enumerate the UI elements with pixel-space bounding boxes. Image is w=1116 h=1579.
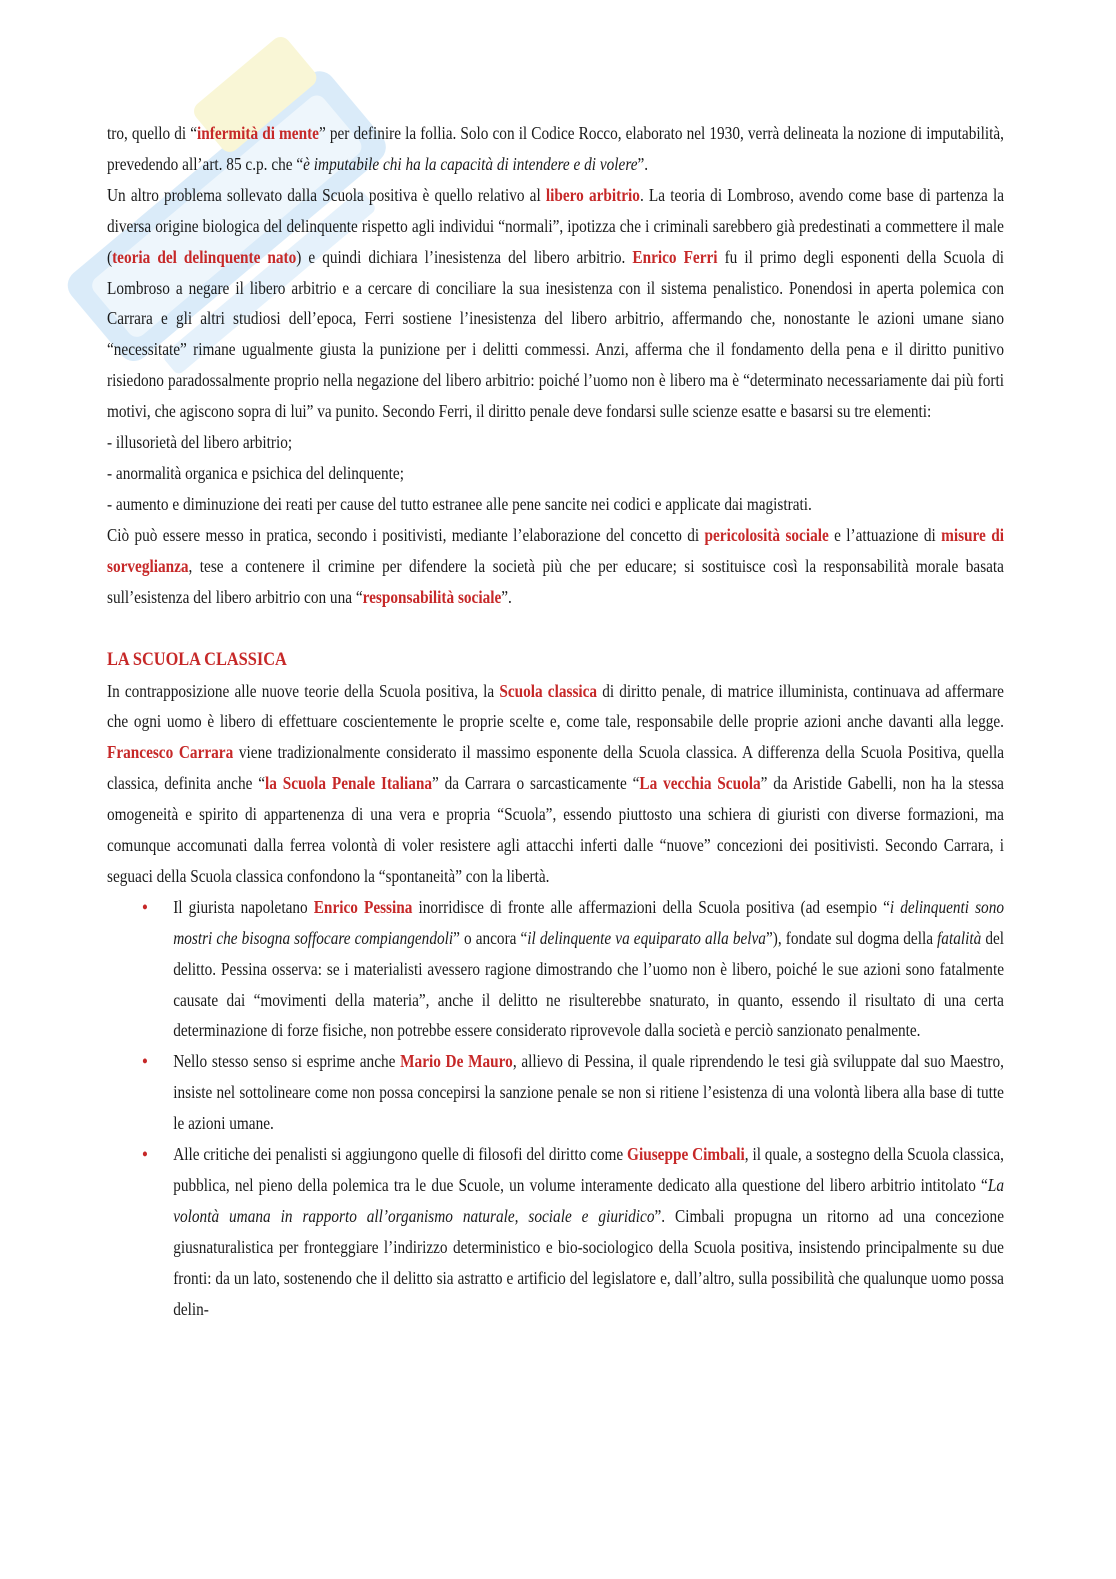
paragraph-libero-arbitrio: Un altro problema sollevato dalla Scuola positiva è quello relativo al libero arbitrio. La teoria di Lombroso, avendo come base di partenza la diversa origine biologica del delinquente rispetto agli individui “normali”, ipotizza che i criminali sarebbero già predestinati a commettere il male (teoria del delinquente nato) e quindi dichiara l’inesistenza del libero arbitrio. Enrico Ferri fu il primo degli esponenti della Scuola di Lombroso a negare il libero arbitrio e a cercare di conciliare la sua inesistenza con il sistema penalistico. Ponendosi in aperta polemica con Carrara e gli altri studiosi dell’epoca, Ferri sostiene l’inesistenza del libero arbitrio, affermando che, nonostante le azioni umane siano “necessitate” rimane ugualmente giusta la punizione per i delitti commessi. Anzi, afferma che il fondamento della pena e il diritto punitivo risiedono paradossalmente proprio nella negazione del libero arbitrio: poiché l’uomo non è libero ma è “determinato necessariamente dai più forti motivi, che agiscono sopra di lui” va punito. Secondo Ferri, il diritto penale deve fondarsi sulle scienze esatte e basarsi su tre elementi:: [107, 184, 1004, 422]
keyword-francesco-carrara: Francesco Carrara: [107, 742, 234, 763]
keyword-giuseppe-cimbali: Giuseppe Cimbali: [627, 1144, 745, 1165]
list-item-anormalita: - anormalità organica e psichica del delinquente;: [107, 462, 404, 483]
keyword-teoria-delinquente-nato: teoria del delinquente nato: [112, 246, 297, 267]
section-heading-scuola-classica: LA SCUOLA CLASSICA: [107, 648, 287, 670]
bullet-icon: •: [142, 896, 148, 917]
quote-imputabile: è imputabile chi ha la capacità di intendere e di volere: [303, 153, 638, 174]
document-body: [107, 118, 1004, 1325]
list-item-illusorieta: - illusorietà del libero arbitrio;: [107, 432, 293, 453]
bullet-item-de-mauro: • Nello stesso senso si esprime anche Mario De Mauro, allievo di Pessina, il quale riprendendo le tesi già sviluppate dal suo Maestro, insiste nel sottolineare come non possa concepirsi la sanzione penale se non si ritiene l’esistenza di una volontà libera alla base di tutte le azioni umane.: [173, 1046, 1004, 1139]
paragraph-pericolosita-sociale: Ciò può essere messo in pratica, secondo i positivisti, mediante l’elaborazione del concetto di pericolosità sociale e l’attuazione di misure di sorveglianza, tese a contenere il crimine per difendere la società più che per educare; si sostituisce così la responsabilità morale basata sull’esistenza del libero arbitrio con una “responsabilità sociale”.: [107, 524, 1004, 607]
list-item-aumento-reati: - aumento e diminuzione dei reati per cause del tutto estranee alle pene sancite nei codici e applicate dai magistrati.: [107, 493, 812, 514]
keyword-scuola-classica: Scuola classica: [499, 680, 598, 701]
keyword-libero-arbitrio: libero arbitrio: [545, 184, 640, 205]
keyword-pericolosita-sociale: pericolosità sociale: [704, 524, 829, 545]
bullet-item-pessina: • Il giurista napoletano Enrico Pessina inorridisce di fronte alle affermazioni della Scuola positiva (ad esempio “i delinquenti sono mostri che bisogna soffocare compiangendoli” o ancora “il delinquente va equiparato alla belva”), fondate sul dogma della fatalità del delitto. Pessina osserva: se i materialisti avessero ragione dimostrando che l’uomo non è libero, poiché le sue azioni sono fatalmente causate dai “movimenti della materia”, anche il delitto ne risulterebbe snaturato, in quanto, essendo il risultato di una certa determinazione di forze fisiche, non potrebbe essere considerato riprovevole dalla società e perciò sanzionato penalmente.: [173, 892, 1004, 1047]
keyword-enrico-pessina: Enrico Pessina: [313, 896, 413, 917]
bullet-list-critici: [107, 892, 1004, 1325]
keyword-vecchia-scuola: La vecchia Scuola: [639, 773, 761, 794]
keyword-responsabilita-sociale: responsabilità sociale: [362, 586, 502, 607]
keyword-misure-di-sorveglianza: misure di sorveglianza: [107, 524, 1004, 576]
keyword-scuola-penale-italiana: la Scuola Penale Italiana: [264, 773, 432, 794]
keyword-enrico-ferri: Enrico Ferri: [632, 246, 718, 267]
paragraph-imputabilita: tro, quello di “infermità di mente” per definire la follia. Solo con il Codice Rocco, elaborato nel 1930, verrà delineata la nozione di imputabilità, prevedendo all’art. 85 c.p. che “è imputabile chi ha la capacità di intendere e di volere”.: [107, 123, 1004, 174]
keyword-mario-de-mauro: Mario De Mauro: [400, 1051, 513, 1072]
bullet-item-cimbali: • Alle critiche dei penalisti si aggiungono quelle di filosofi del diritto come Giuseppe Cimbali, il quale, a sostegno della Scuola classica, pubblica, nel pieno della polemica tra le due Scuole, un volume interamente dedicato alla questione del libero arbitrio intitolato “La volontà umana in rapporto all’organismo naturale, sociale e giuridico”. Cimbali propugna un ritorno ad una concezione giusnaturalistica per fronteggiare l’indirizzo deterministico e bio-sociologico della Scuola positiva, insistendo principalmente su due fronti: da un lato, sostenendo che il delitto sia astratto e artificio del legislatore e, dall’altro, sulla possibilità che qualunque uomo possa delin-: [173, 1139, 1004, 1324]
paragraph-scuola-classica: In contrapposizione alle nuove teorie della Scuola positiva, la Scuola classica di diritto penale, di matrice illuminista, continuava ad affermare che ogni uomo è libero di effettuare coscientemente le proprie scelte e, come tale, responsabile delle proprie azioni anche davanti alla legge. Francesco Carrara viene tradizionalmente considerato il massimo esponente della Scuola classica. A differenza della Scuola Positiva, quella classica, definita anche “la Scuola Penale Italiana” da Carrara o sarcasticamente “La vecchia Scuola” da Aristide Gabelli, non ha la stessa omogeneità e spirito di appartenenza di una vera e propria “Scuola”, essendo piuttosto una schiera di giuristi con diverse formazioni, ma comunque accomunati dalla ferrea volontà di voler resistere agli attacchi inferti dalle “nuove” concezioni dei positivisti. Secondo Carrara, i seguaci della Scuola classica confondono la “spontaneità” con la libertà.: [107, 680, 1004, 886]
book-title: La volontà umana in rapporto all’organismo naturale, sociale e giuridico: [173, 1175, 1004, 1226]
keyword-infermita-di-mente: infermità di mente: [196, 123, 319, 143]
bullet-icon: •: [142, 1144, 148, 1165]
bullet-icon: •: [142, 1051, 148, 1072]
